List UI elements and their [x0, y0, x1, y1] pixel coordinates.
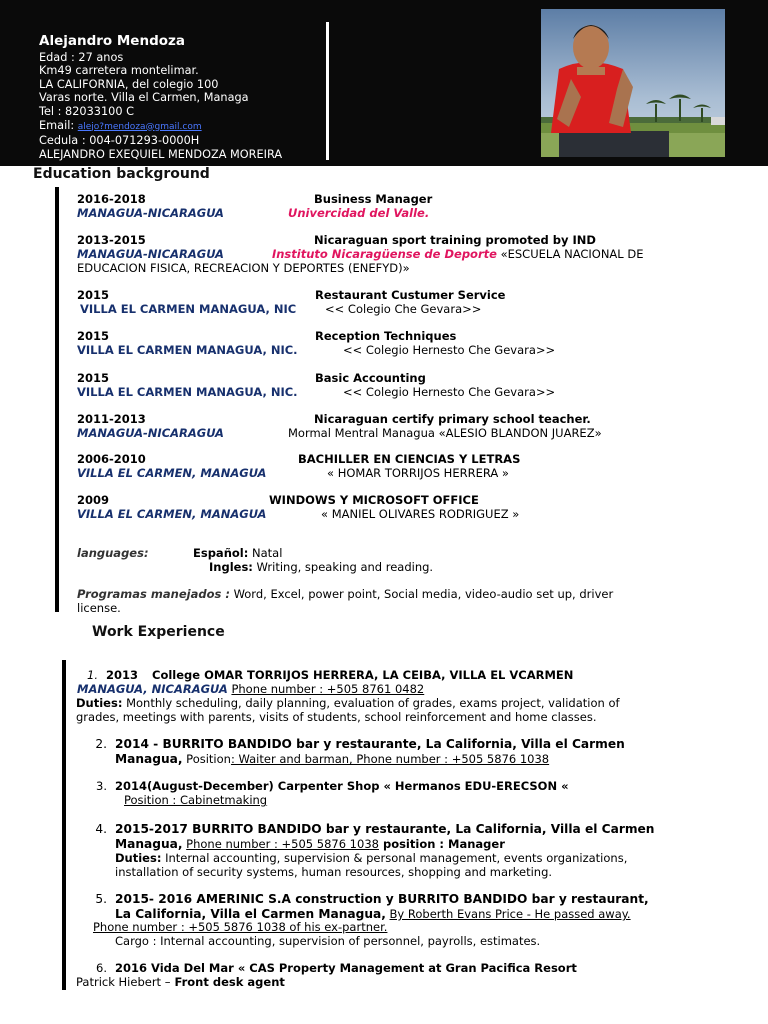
work-item-title: 2015-2017 BURRITO BANDIDO bar y restaurante, La California, Villa el Carmen [115, 822, 655, 836]
work-item-title: 2015- 2016 AMERINIC S.A construction y BURRITO BANDIDO bar y restaurant, [115, 892, 649, 906]
dash: – [164, 975, 171, 989]
work-item-place: La California, Villa el Carmen Managua, [115, 907, 386, 921]
work-item-heading [85, 737, 625, 751]
education-place: MANAGUA-NICARAGUA [77, 206, 224, 220]
education-school: Instituto Nicaragüense de Deporte [271, 247, 497, 261]
work-item-number: 4. [95, 822, 107, 836]
work-item-phone: Phone number : +505 5876 1038 of his ex-partner. [93, 920, 388, 934]
work-item-heading [85, 892, 649, 906]
education-place: MANAGUA-NICARAGUA [77, 247, 224, 261]
education-place: VILLA EL CARMEN MANAGUA, NIC [80, 302, 297, 316]
education-degree: WINDOWS Y MICROSOFT OFFICE [269, 493, 479, 507]
education-years: 2015 [77, 371, 110, 385]
education-degree: Business Manager [314, 192, 433, 206]
language-name: Español: [193, 546, 249, 560]
education-years: 2009 [77, 493, 110, 507]
education-years: 2015 [77, 288, 110, 302]
education-school: << Colegio Hernesto Che Gevara>> [343, 385, 556, 399]
language-name: Ingles: [209, 560, 253, 574]
work-item-duties [76, 696, 620, 710]
languages-label: languages: [77, 546, 149, 560]
cedula-line: Cedula : 004-071293-0000H [39, 134, 200, 148]
education-school-cont: EDUCACION FISICA, RECREACION Y DEPORTES (ENEFYD)» [77, 261, 410, 275]
education-school: Univercidad del Valle. [288, 206, 430, 220]
work-item-place-line [77, 682, 424, 696]
programs-line [77, 587, 613, 601]
age-line: Edad : 27 anos [39, 50, 124, 64]
education-place: VILLA EL CARMEN MANAGUA, NIC. [77, 385, 298, 399]
work-item-place: Managua, [115, 837, 183, 851]
profile-photo [541, 9, 725, 157]
duties-label: Duties: [76, 696, 123, 710]
education-place-line [77, 247, 643, 261]
work-item-position-line [115, 837, 505, 851]
education-degree: BACHILLER EN CIENCIAS Y LETRAS [298, 452, 521, 466]
language-level: Natal [248, 546, 283, 560]
work-item-heading [85, 779, 569, 793]
work-item-place: MANAGUA, NICARAGUA [77, 682, 228, 696]
work-item-number: 3. [96, 779, 107, 793]
education-place: MANAGUA-NICARAGUA [77, 426, 224, 440]
work-item-heading [76, 668, 573, 682]
duties-text: Internal accounting, supervision & personal management, events organizations, [161, 851, 628, 865]
email-link[interactable]: alejo?mendoza@gmail.com [77, 121, 202, 132]
work-item-number: 1. [87, 668, 98, 682]
education-school: « MANIEL OLIVARES RODRIGUEZ » [321, 507, 520, 521]
education-school-extra: «ESCUELA NACIONAL DE [496, 247, 644, 261]
work-side-bar [62, 660, 66, 990]
education-school: Mormal Mentral Managua «ALESIO BLANDON JUAREZ» [288, 426, 602, 440]
work-title: Work Experience [92, 624, 225, 640]
header-banner [0, 0, 768, 166]
work-item-place: Managua, [115, 752, 183, 766]
duties-text: Monthly scheduling, daily planning, evaluation of grades, exams project, validation of [122, 696, 620, 710]
address-line-1: Km49 carretera montelimar. [39, 64, 199, 78]
education-place: VILLA EL CARMEN, MANAGUA [77, 466, 267, 480]
phone-line: Tel : 82033100 C [39, 104, 135, 118]
candidate-name: Alejandro Mendoza [39, 33, 185, 49]
work-item-number: 2. [95, 737, 107, 751]
full-name-line: ALEJANDRO EXEQUIEL MENDOZA MOREIRA [39, 147, 283, 161]
programs-value: Word, Excel, power point, Social media, video-audio set up, driver [229, 587, 614, 601]
work-item-heading [85, 822, 654, 836]
work-item-year: 2013 [106, 668, 139, 682]
education-years: 2013-2015 [77, 233, 146, 247]
education-degree: Basic Accounting [315, 371, 426, 385]
work-item-sub-line [76, 975, 285, 989]
education-side-bar [55, 187, 59, 612]
work-item-title: 2016 Vida Del Mar « CAS Property Management at Gran Pacifica Resort [115, 961, 577, 975]
email-label: Email: [39, 118, 75, 132]
work-item-number: 6. [96, 961, 107, 975]
duties-label: Duties: [115, 851, 162, 865]
work-item-number: 5. [95, 892, 107, 906]
position-prefix: Position [182, 752, 231, 766]
work-item-position: Position : Cabinetmaking [124, 793, 268, 807]
work-item-reference: By Roberth Evans Price - He passed away. [389, 907, 631, 921]
language-spanish [193, 546, 282, 560]
work-item-phone: Phone number : +505 5876 1038 [186, 837, 379, 851]
address-line-2: LA CALIFORNIA, del colegio 100 [39, 77, 219, 91]
work-item-ref-line [115, 907, 631, 921]
work-item-duties-cont: installation of security systems, human resources, shopping and marketing. [115, 865, 553, 879]
work-item-duties [115, 851, 627, 865]
education-years: 2006-2010 [77, 452, 146, 466]
education-place: VILLA EL CARMEN, MANAGUA [77, 507, 267, 521]
education-degree: Nicaraguan sport training promoted by IND [314, 233, 596, 247]
education-school: << Colegio Che Gevara>> [325, 302, 482, 316]
header-divider [326, 22, 329, 160]
education-degree: Restaurant Custumer Service [315, 288, 506, 302]
work-item-position-line [115, 752, 549, 766]
work-item-role: Front desk agent [170, 975, 285, 989]
programs-cont: license. [77, 601, 121, 615]
address-line-3: Varas norte. Villa el Carmen, Managa [39, 91, 249, 105]
email-line [39, 119, 282, 135]
work-item-phone: Phone number : +505 8761 0482 [231, 682, 425, 696]
supervisor-name: Patrick Hiebert [76, 975, 165, 989]
work-item-title: 2014 - BURRITO BANDIDO bar y restaurante, La California, Villa el Carmen [115, 737, 625, 751]
work-item-title: 2014(August-December) Carpenter Shop « Hermanos EDU-ERECSON « [115, 779, 569, 793]
education-place: VILLA EL CARMEN MANAGUA, NIC. [77, 343, 298, 357]
work-item-duties-cont: grades, meetings with parents, visits of students, school reinforcement and home classes. [76, 710, 597, 724]
education-degree: Nicaraguan certify primary school teacher. [314, 412, 591, 426]
programs-label: Programas manejados : [77, 587, 230, 601]
education-years: 2015 [77, 329, 110, 343]
education-school: << Colegio Hernesto Che Gevara>> [343, 343, 556, 357]
work-item-cargo: Cargo : Internal accounting, supervision of personnel, payrolls, estimates. [115, 934, 541, 948]
work-item-title: College OMAR TORRIJOS HERRERA, LA CEIBA, VILLA EL VCARMEN [152, 668, 574, 682]
education-degree: Reception Techniques [315, 329, 457, 343]
work-item-heading [85, 961, 577, 975]
work-item-position: position : Manager [378, 837, 505, 851]
language-english [209, 560, 433, 574]
education-school: « HOMAR TORRIJOS HERRERA » [327, 466, 509, 480]
work-item-position: : Waiter and barman, Phone number : +505 5876 1038 [230, 752, 550, 766]
education-years: 2016-2018 [77, 192, 146, 206]
education-title: Education background [33, 166, 210, 182]
language-level: Writing, speaking and reading. [252, 560, 434, 574]
education-years: 2011-2013 [77, 412, 146, 426]
contact-block [39, 35, 282, 161]
